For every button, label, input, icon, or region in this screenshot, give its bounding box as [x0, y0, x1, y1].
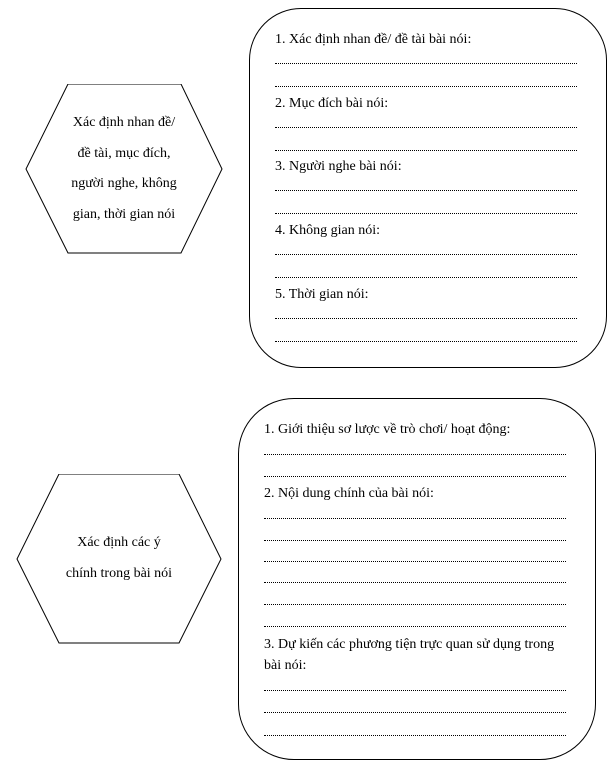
- question-introduction: 1. Giới thiệu sơ lược về trò chơi/ hoạt động:: [264, 422, 511, 437]
- answer-line[interactable]: [264, 518, 566, 519]
- answer-line[interactable]: [264, 476, 566, 477]
- answer-line[interactable]: [275, 86, 577, 87]
- answer-line[interactable]: [275, 341, 577, 342]
- question-main-content: 2. Nội dung chính của bài nói:: [264, 486, 434, 501]
- info-box-2: [238, 398, 596, 760]
- hexagon-label-2: [15, 528, 223, 589]
- question-time: 5. Thời gian nói:: [275, 287, 369, 302]
- answer-line[interactable]: [264, 712, 566, 713]
- answer-line[interactable]: [275, 254, 577, 255]
- answer-line[interactable]: [275, 150, 577, 151]
- hexagon-line: gian, thời gian nói: [72, 206, 176, 222]
- answer-line[interactable]: [275, 190, 577, 191]
- hexagon-line: chính trong bài nói: [65, 565, 173, 581]
- answer-line[interactable]: [275, 63, 577, 64]
- answer-line[interactable]: [275, 318, 577, 319]
- hexagon-topic: [24, 84, 224, 254]
- answer-line[interactable]: [264, 626, 566, 627]
- hexagon-label-1: [24, 108, 224, 230]
- answer-line[interactable]: [275, 277, 577, 278]
- answer-line[interactable]: [264, 690, 566, 691]
- hexagon-main-ideas: [15, 474, 223, 644]
- question-space: 4. Không gian nói:: [275, 223, 380, 238]
- question-purpose: 2. Mục đích bài nói:: [275, 96, 389, 111]
- answer-line[interactable]: [264, 561, 566, 562]
- answer-line[interactable]: [264, 735, 566, 736]
- hexagon-line: người nghe, không: [71, 176, 177, 191]
- question-visual-aids: 3. Dự kiến các phương tiện trực quan sử dụng trong bài nói:: [264, 637, 555, 673]
- answer-line[interactable]: [264, 454, 566, 455]
- hexagon-line: Xác định các ý: [77, 535, 161, 550]
- answer-line[interactable]: [264, 604, 566, 605]
- question-audience: 3. Người nghe bài nói:: [275, 159, 402, 174]
- answer-line[interactable]: [275, 127, 577, 128]
- question-topic: 1. Xác định nhan đề/ đề tài bài nói:: [275, 32, 472, 47]
- answer-line[interactable]: [264, 582, 566, 583]
- answer-line[interactable]: [264, 540, 566, 541]
- hexagon-line: đề tài, mục đích,: [77, 145, 171, 161]
- answer-line[interactable]: [275, 213, 577, 214]
- info-box-1: [249, 8, 607, 368]
- hexagon-line: Xác định nhan đề/: [72, 115, 176, 130]
